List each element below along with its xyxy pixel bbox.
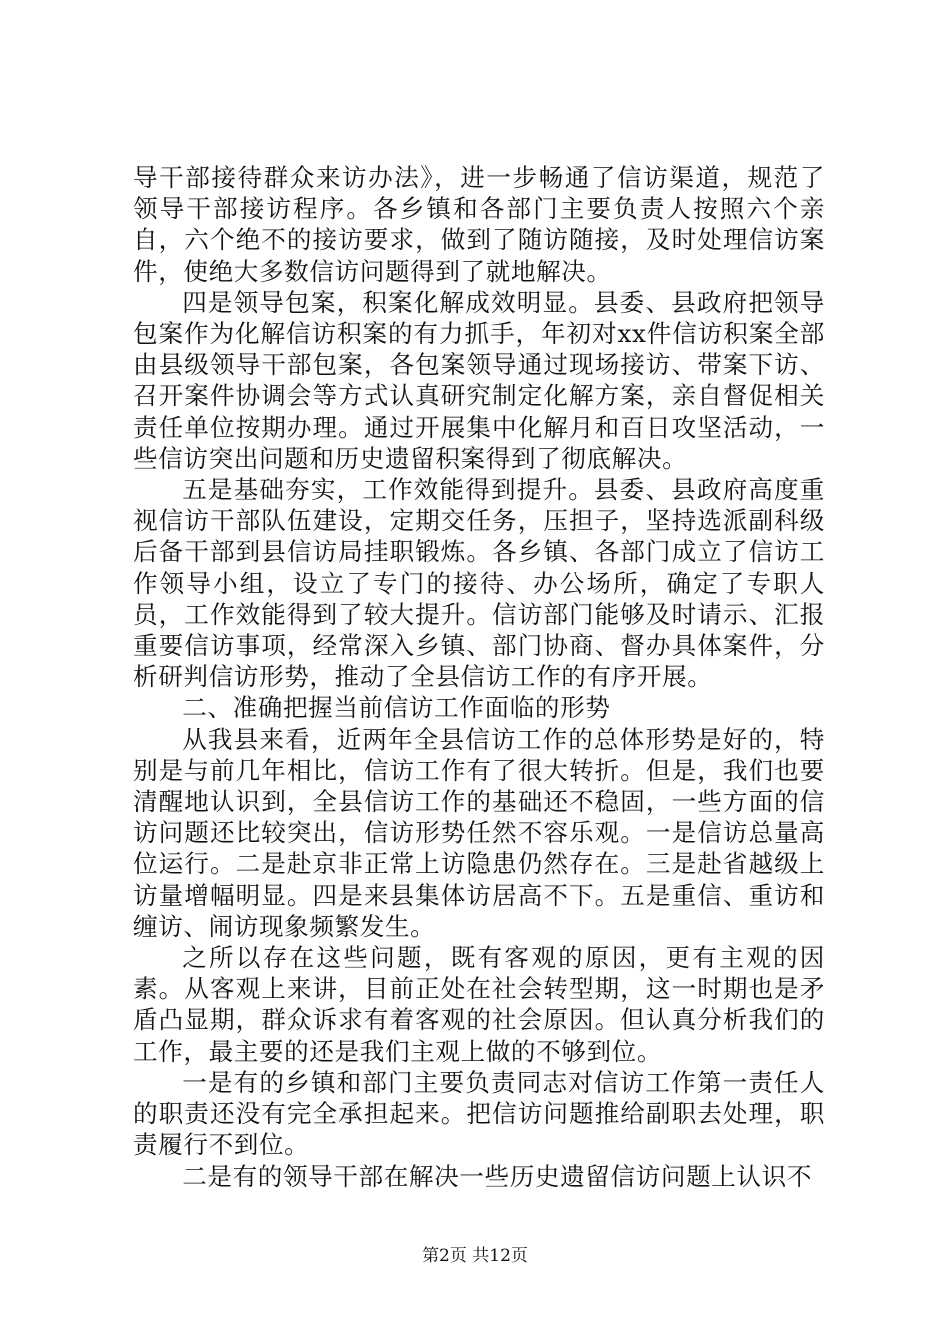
paragraph-point-one: 一是有的乡镇和部门主要负责同志对信访工作第一责任人的职责还没有完全承担起来。把信访问题推给副职去处理，职责履行不到位。 xyxy=(133,1067,825,1160)
section-heading: 二、准确把握当前信访工作面临的形势 xyxy=(182,693,611,723)
page-number-footer: 第2页 共12页 xyxy=(422,1246,528,1266)
document-body xyxy=(133,162,825,1192)
paragraph-point-two: 二是有的领导干部在解决一些历史遗留信访问题上认识不 xyxy=(182,1161,813,1191)
paragraph-causes: 之所以存在这些问题，既有客观的原因，更有主观的因素。从客观上来讲，目前正处在社会转型期，这一时期也是矛盾凸显期，群众诉求有着客观的社会原因。但认真分析我们的工作，最主要的还是我们主观上做的不够到位。 xyxy=(133,943,825,1066)
paragraph-continuation: 导干部接待群众来访办法》，进一步畅通了信访渠道，规范了领导干部接访程序。各乡镇和各部门主要负责人按照六个亲自，六个绝不的接访要求，做到了随访随接，及时处理信访案件，使绝大多数信访问题得到了就地解决。 xyxy=(133,163,825,286)
paragraph-leadership-cases: 四是领导包案，积案化解成效明显。县委、县政府把领导包案作为化解信访积案的有力抓手，年初对xx件信访积案全部由县级领导干部包案，各包案领导通过现场接访、带案下访、召开案件协调会等方式认真研究制定化解方案，亲自督促相关责任单位按期办理。通过开展集中化解月和百日攻坚活动，一些信访突出问题和历史遗留积案得到了彻底解决。 xyxy=(133,287,825,473)
paragraph-foundation: 五是基础夯实，工作效能得到提升。县委、县政府高度重视信访干部队伍建设，定期交任务，压担子，坚持选派副科级后备干部到县信访局挂职锻炼。各乡镇、各部门成立了信访工作领导小组，设立了专门的接待、办公场所，确定了专职人员，工作效能得到了较大提升。信访部门能够及时请示、汇报重要信访事项，经常深入乡镇、部门协商、督办具体案件，分析研判信访形势，推动了全县信访工作的有序开展。 xyxy=(133,475,825,692)
paragraph-situation: 从我县来看，近两年全县信访工作的总体形势是好的，特别是与前几年相比，信访工作有了很大转折。但是，我们也要清醒地认识到，全县信访工作的基础还不稳固，一些方面的信访问题还比较突出，信访形势任然不容乐观。一是信访总量高位运行。二是赴京非正常上访隐患仍然存在。三是赴省越级上访量增幅明显。四是来县集体访居高不下。五是重信、重访和缠访、闹访现象频繁发生。 xyxy=(133,724,825,941)
